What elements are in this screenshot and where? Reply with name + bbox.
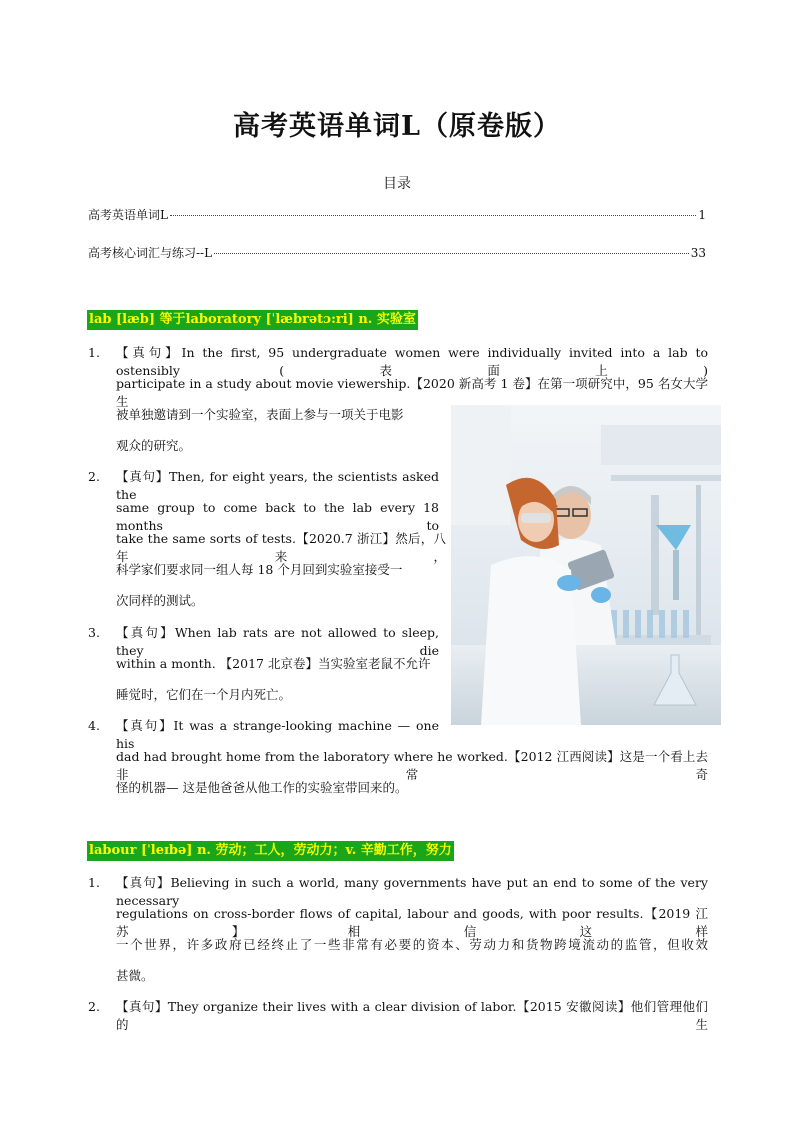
toc-entry-text: 高考核心词汇与练习--L (88, 246, 213, 260)
example-line: 怪的机器— 这是他爸爸从他工作的实验室带回来的。 (116, 780, 408, 795)
toc-dot-leader (170, 215, 696, 216)
example-number: 1. (88, 875, 100, 890)
example-line: 观众的研究。 (116, 438, 192, 453)
example-line: take the same sorts of tests.【2020.7 浙江】然后，八年来， (116, 531, 446, 564)
example-line: 甚微。 (116, 968, 154, 983)
headword-labour: labour [ˈleɪbə] n. 劳动；工人，劳动力；v. 辛勤工作，努力 (87, 841, 454, 861)
page-title: 高考英语单词L（原卷版） (233, 111, 561, 142)
example-number: 2. (88, 469, 100, 484)
example-line: participate in a study about movie viewership.【2020 新高考 1 卷】在第一项研究中，95 名女大学生 (116, 376, 708, 409)
example-line: 【真句】When lab rats are not allowed to sleep, they die (116, 625, 439, 658)
toc-entry[interactable] (88, 206, 706, 223)
example-line: 睡觉时，它们在一个月内死亡。 (116, 687, 292, 702)
example-line: 【真句】In the first, 95 undergraduate women were individually invited into a lab to ostensibly (表面上) (116, 345, 708, 378)
example-line: 被单独邀请到一个实验室，表面上参与一项关于电影 (116, 407, 404, 422)
example-line: same group to come back to the lab every 18 months to (116, 500, 439, 533)
example-number: 1. (88, 345, 100, 360)
example-line: 次同样的测试。 (116, 593, 204, 608)
toc-entry-text: 高考英语单词L (88, 208, 168, 222)
example-line: 【真句】It was a strange-looking machine — one his (116, 718, 439, 751)
example-number: 4. (88, 718, 100, 733)
toc-entry[interactable] (88, 244, 706, 261)
toc-entry-page: 33 (690, 246, 706, 260)
example-line: 【真句】Then, for eight years, the scientists asked the (116, 469, 439, 502)
example-number: 2. (88, 999, 100, 1014)
toc-heading: 目录 (383, 176, 411, 192)
example-line: 【真句】Believing in such a world, many governments have put an end to some of the very necessary (116, 875, 708, 908)
toc-entry-page: 1 (698, 208, 706, 222)
example-line: regulations on cross-border flows of capital, labour and goods, with poor results.【2019 江苏】相信这样 (116, 906, 708, 939)
toc-dot-leader (214, 253, 689, 254)
example-line: 一个世界，许多政府已经终止了一些非常有必要的资本、劳动力和货物跨境流动的监管，但收效 (116, 937, 708, 952)
example-line: within a month. 【2017 北京卷】当实验室老鼠不允许 (116, 656, 431, 671)
example-line: 【真句】They organize their lives with a clear division of labor.【2015 安徽阅读】他们管理他们的生 (116, 999, 708, 1032)
example-line: 科学家们要求同一组人每 18 个月回到实验室接受一 (116, 562, 403, 577)
example-number: 3. (88, 625, 100, 640)
example-line: dad had brought home from the laboratory where he worked.【2012 江西阅读】这是一个看上去非常奇 (116, 749, 708, 782)
headword-lab: lab [læb] 等于laboratory [ˈlæbrətɔ:ri] n. 实验室 (87, 310, 418, 330)
lab-photo (451, 405, 721, 725)
